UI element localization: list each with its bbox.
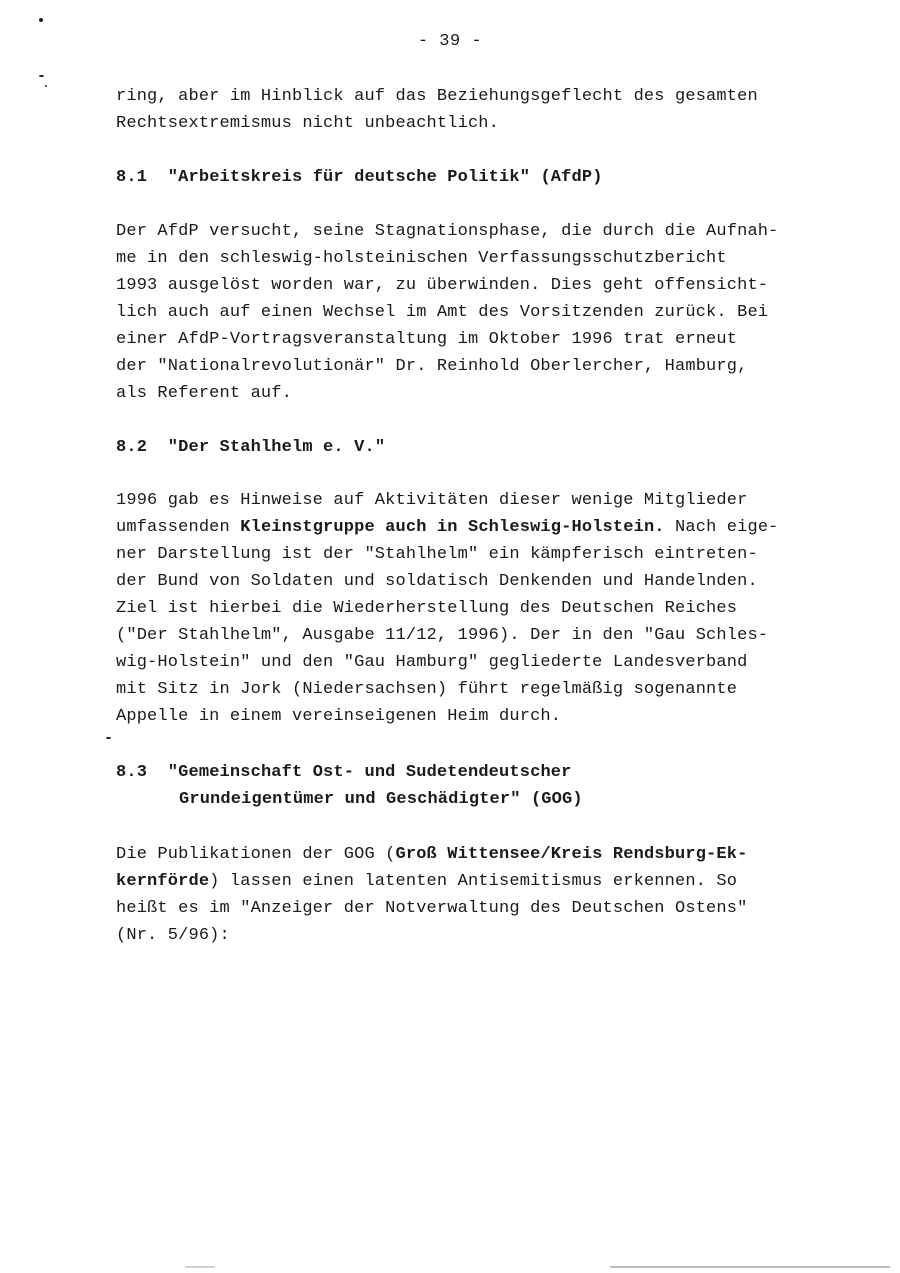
text-run: Nach eige- — [664, 518, 779, 537]
text-run: Die Publikationen der GOG ( — [116, 845, 396, 864]
paragraph-line: wig-Holstein" und den "Gau Hamburg" gegliederte Landesverband — [116, 653, 748, 672]
paragraph-line: mit Sitz in Jork (Niedersachsen) führt regelmäßig sogenannte — [116, 680, 738, 699]
paragraph-line: ("Der Stahlhelm", Ausgabe 11/12, 1996). Der in den "Gau Schles- — [116, 626, 769, 645]
paragraph-line: me in den schleswig-holsteinischen Verfassungsschutzbericht — [116, 249, 727, 268]
paragraph-line: Appelle in einem vereinseigenen Heim durch. — [116, 707, 562, 726]
paragraph-line — [116, 872, 737, 892]
paragraph-line: einer AfdP-Vortragsveranstaltung im Oktober 1996 trat erneut — [116, 330, 738, 349]
paragraph-line — [116, 518, 779, 538]
section-number: 8.3 — [116, 763, 148, 782]
section-heading-8-1 — [116, 168, 603, 188]
section-number: 8.1 — [116, 168, 148, 187]
scan-speck — [106, 737, 111, 739]
paragraph-line: der Bund von Soldaten und soldatisch Denkenden und Handelnden. — [116, 572, 758, 591]
section-heading-8-3-cont: Grundeigentümer und Geschädigter" (GOG) — [179, 790, 583, 809]
section-title: "Arbeitskreis für deutsche Politik" (AfdP) — [167, 168, 603, 187]
bold-text-run: Groß Wittensee/Kreis Rendsburg-Ek- — [395, 845, 748, 864]
paragraph-line: 1993 ausgelöst worden war, zu überwinden. Dies geht offensicht- — [116, 276, 769, 295]
text-run: umfassenden — [116, 518, 241, 537]
section-number: 8.2 — [116, 438, 148, 457]
section-heading-8-2 — [116, 438, 385, 458]
section-title: "Der Stahlhelm e. V." — [167, 438, 386, 457]
paragraph-line — [116, 845, 747, 865]
page-number: - 39 - — [417, 32, 483, 51]
paragraph-line: ner Darstellung ist der "Stahlhelm" ein kämpferisch eintreten- — [116, 545, 758, 564]
paragraph-line: Der AfdP versucht, seine Stagnationsphase, die durch die Aufnah- — [116, 222, 779, 241]
paragraph-line: der "Nationalrevolutionär" Dr. Reinhold Oberlercher, Hamburg, — [116, 357, 748, 376]
paragraph-line: heißt es im "Anzeiger der Notverwaltung des Deutschen Ostens" — [116, 899, 748, 918]
paragraph-line: Ziel ist hierbei die Wiederherstellung des Deutschen Reiches — [116, 599, 738, 618]
scan-speck — [45, 85, 47, 87]
scan-speck — [39, 18, 43, 22]
bold-text-run: Kleinstgruppe auch in Schleswig-Holstein. — [240, 518, 665, 537]
intro-line: ring, aber im Hinblick auf das Beziehungsgeflecht des gesamten — [116, 87, 758, 106]
scan-speck — [39, 75, 44, 77]
scan-noise — [185, 1266, 215, 1268]
bold-text-run: kernförde — [116, 872, 210, 891]
section-title: "Gemeinschaft Ost- und Sudetendeutscher — [167, 763, 572, 782]
paragraph-line: als Referent auf. — [116, 384, 292, 403]
paragraph-line: (Nr. 5/96): — [116, 926, 230, 945]
paragraph-line: 1996 gab es Hinweise auf Aktivitäten dieser wenige Mitglieder — [116, 491, 748, 510]
text-run: ) lassen einen latenten Antisemitismus erkennen. So — [209, 872, 738, 891]
section-heading-8-3 — [116, 763, 572, 783]
intro-line: Rechtsextremismus nicht unbeachtlich. — [116, 114, 500, 133]
paragraph-line: lich auch auf einen Wechsel im Amt des Vorsitzenden zurück. Bei — [116, 303, 769, 322]
scan-noise — [610, 1266, 890, 1268]
